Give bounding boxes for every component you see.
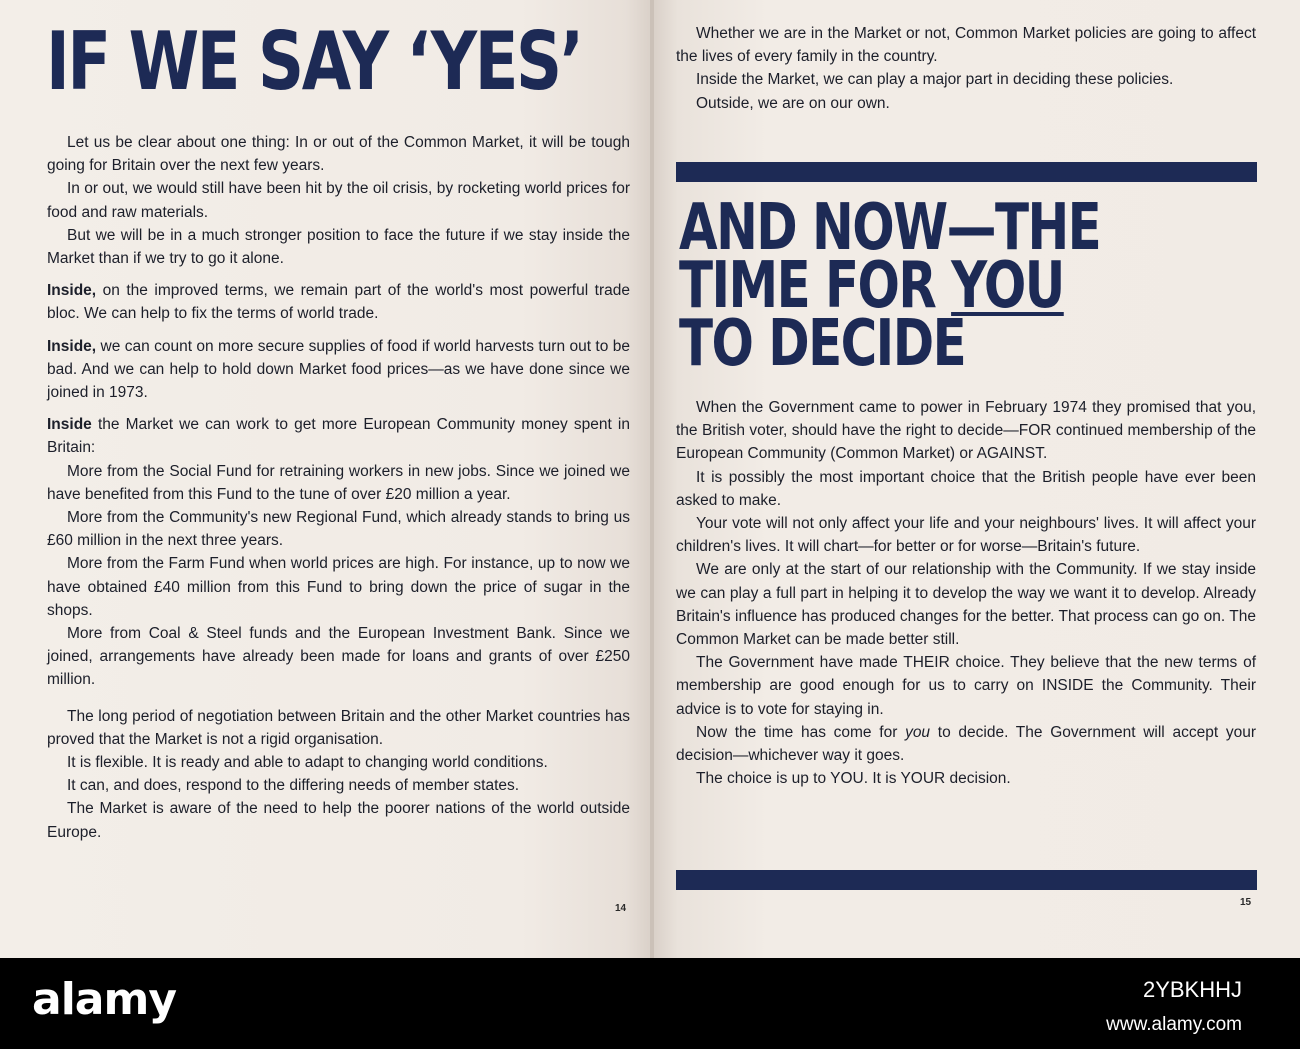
paragraph: Inside the Market, we can play a major part in deciding these policies. — [696, 71, 1174, 89]
inside-paragraph — [47, 413, 630, 459]
heading-text: TIME FOR — [679, 249, 952, 323]
inside-lead: Inside, — [47, 337, 97, 355]
paragraph: Whether we are in the Market or not, Common Market policies are going to affect the lives of every family in the country. — [676, 25, 1256, 66]
inside-lead: Inside, — [47, 282, 97, 300]
fund-paragraph: More from the Community's new Regional Fund, which already stands to bring us £60 million in the next three years. — [47, 509, 630, 550]
left-page-heading: IF WE SAY ‘YES’ — [46, 15, 582, 108]
paragraph: Let us be clear about one thing: In or out of the Common Market, it will be tough going for Britain over the next few years. — [47, 134, 630, 175]
fund-paragraph: More from Coal & Steel funds and the European Investment Bank. Since we joined, arrangements have already been made for loans and grants of over £250 million. — [47, 625, 630, 689]
inside-text: on the improved terms, we remain part of the world's most powerful trade bloc. We can help to fix the terms of world trade. — [47, 282, 630, 323]
fund-paragraph: More from the Farm Fund when world prices are high. For instance, up to now we have obtained £40 million from this Fund to bring down the price of sugar in the shops. — [47, 555, 630, 619]
paragraph: Your vote will not only affect your life and your neighbours' lives. It will affect your children's lives. It will chart—for better or for worse—Britain's future. — [676, 515, 1256, 556]
inside-paragraph — [47, 279, 630, 325]
right-page-body — [676, 396, 1256, 790]
inside-lead: Inside — [47, 416, 92, 434]
paragraph: The Government have made THEIR choice. They believe that the new terms of membership are good enough for us to carry on INSIDE the Community. Their advice is to vote for staying in. — [676, 654, 1256, 718]
heading-line: AND NOW—THE — [679, 191, 1101, 265]
left-page-body — [47, 131, 630, 844]
heading-underlined-word: YOU — [951, 249, 1064, 323]
watermark-url: www.alamy.com — [1106, 1014, 1242, 1035]
fund-paragraph: More from the Social Fund for retraining workers in new jobs. Since we joined we have benefited from this Fund to the tune of over £20 million a year. — [47, 462, 630, 503]
heading-line: TO DECIDE — [679, 307, 966, 381]
paragraph: We are only at the start of our relationship with the Community. If we stay inside we can play a full part in helping it to develop the way we want it to develop. Already Britain's influence has produced changes for the better. That process can go on. The Common Market can be made better still. — [676, 561, 1256, 649]
paragraph — [676, 721, 1256, 767]
paragraph: In or out, we would still have been hit by the oil crisis, by rocketing world prices for food and raw materials. — [47, 180, 630, 221]
inside-text: the Market we can work to get more European Community money spent in Britain: — [47, 416, 630, 457]
paragraph: The long period of negotiation between Britain and the other Market countries has proved that the Market is not a rigid organisation. — [47, 707, 630, 748]
paragraph: Outside, we are on our own. — [696, 94, 890, 112]
text: to decide. The Government will accept your decision—whichever way it goes. — [676, 723, 1256, 765]
page-number-right: 15 — [1240, 897, 1252, 908]
paragraph: The choice is up to YOU. It is YOUR decision. — [696, 770, 1011, 788]
paragraph: When the Government came to power in February 1974 they promised that you, the British voter, should have the right to decide—FOR continued membership of the European Community (Common Market) or AGAINST. — [676, 399, 1256, 463]
emphasis: you — [905, 723, 931, 741]
paragraph: But we will be in a much stronger position to face the future if we stay inside the Market than if we try to go it alone. — [47, 226, 630, 268]
text: Now the time has come for — [696, 723, 906, 741]
divider-bar-bottom — [676, 870, 1257, 890]
page-number-left: 14 — [615, 903, 627, 914]
paragraph: It is possibly the most important choice that the British people have ever been asked to make. — [676, 468, 1256, 509]
paragraph: It can, and does, respond to the differing needs of member states. — [67, 777, 520, 795]
paragraph: It is flexible. It is ready and able to adapt to changing world conditions. — [67, 754, 548, 772]
right-page-intro — [676, 22, 1256, 115]
inside-paragraph — [47, 335, 630, 405]
watermark-bar — [0, 958, 1300, 1049]
center-fold — [650, 0, 654, 958]
alamy-logo: alamy — [32, 974, 176, 1025]
image-id: 2YBKHHJ — [1142, 977, 1242, 1002]
inside-text: we can count on more secure supplies of food if world harvests turn out to be bad. And we can help to hold down Market food prices—as we have done since we joined in 1973. — [47, 337, 630, 402]
divider-bar-top — [676, 162, 1257, 182]
right-page-heading — [679, 191, 1101, 381]
paragraph: The Market is aware of the need to help the poorer nations of the world outside Europe. — [47, 800, 630, 841]
